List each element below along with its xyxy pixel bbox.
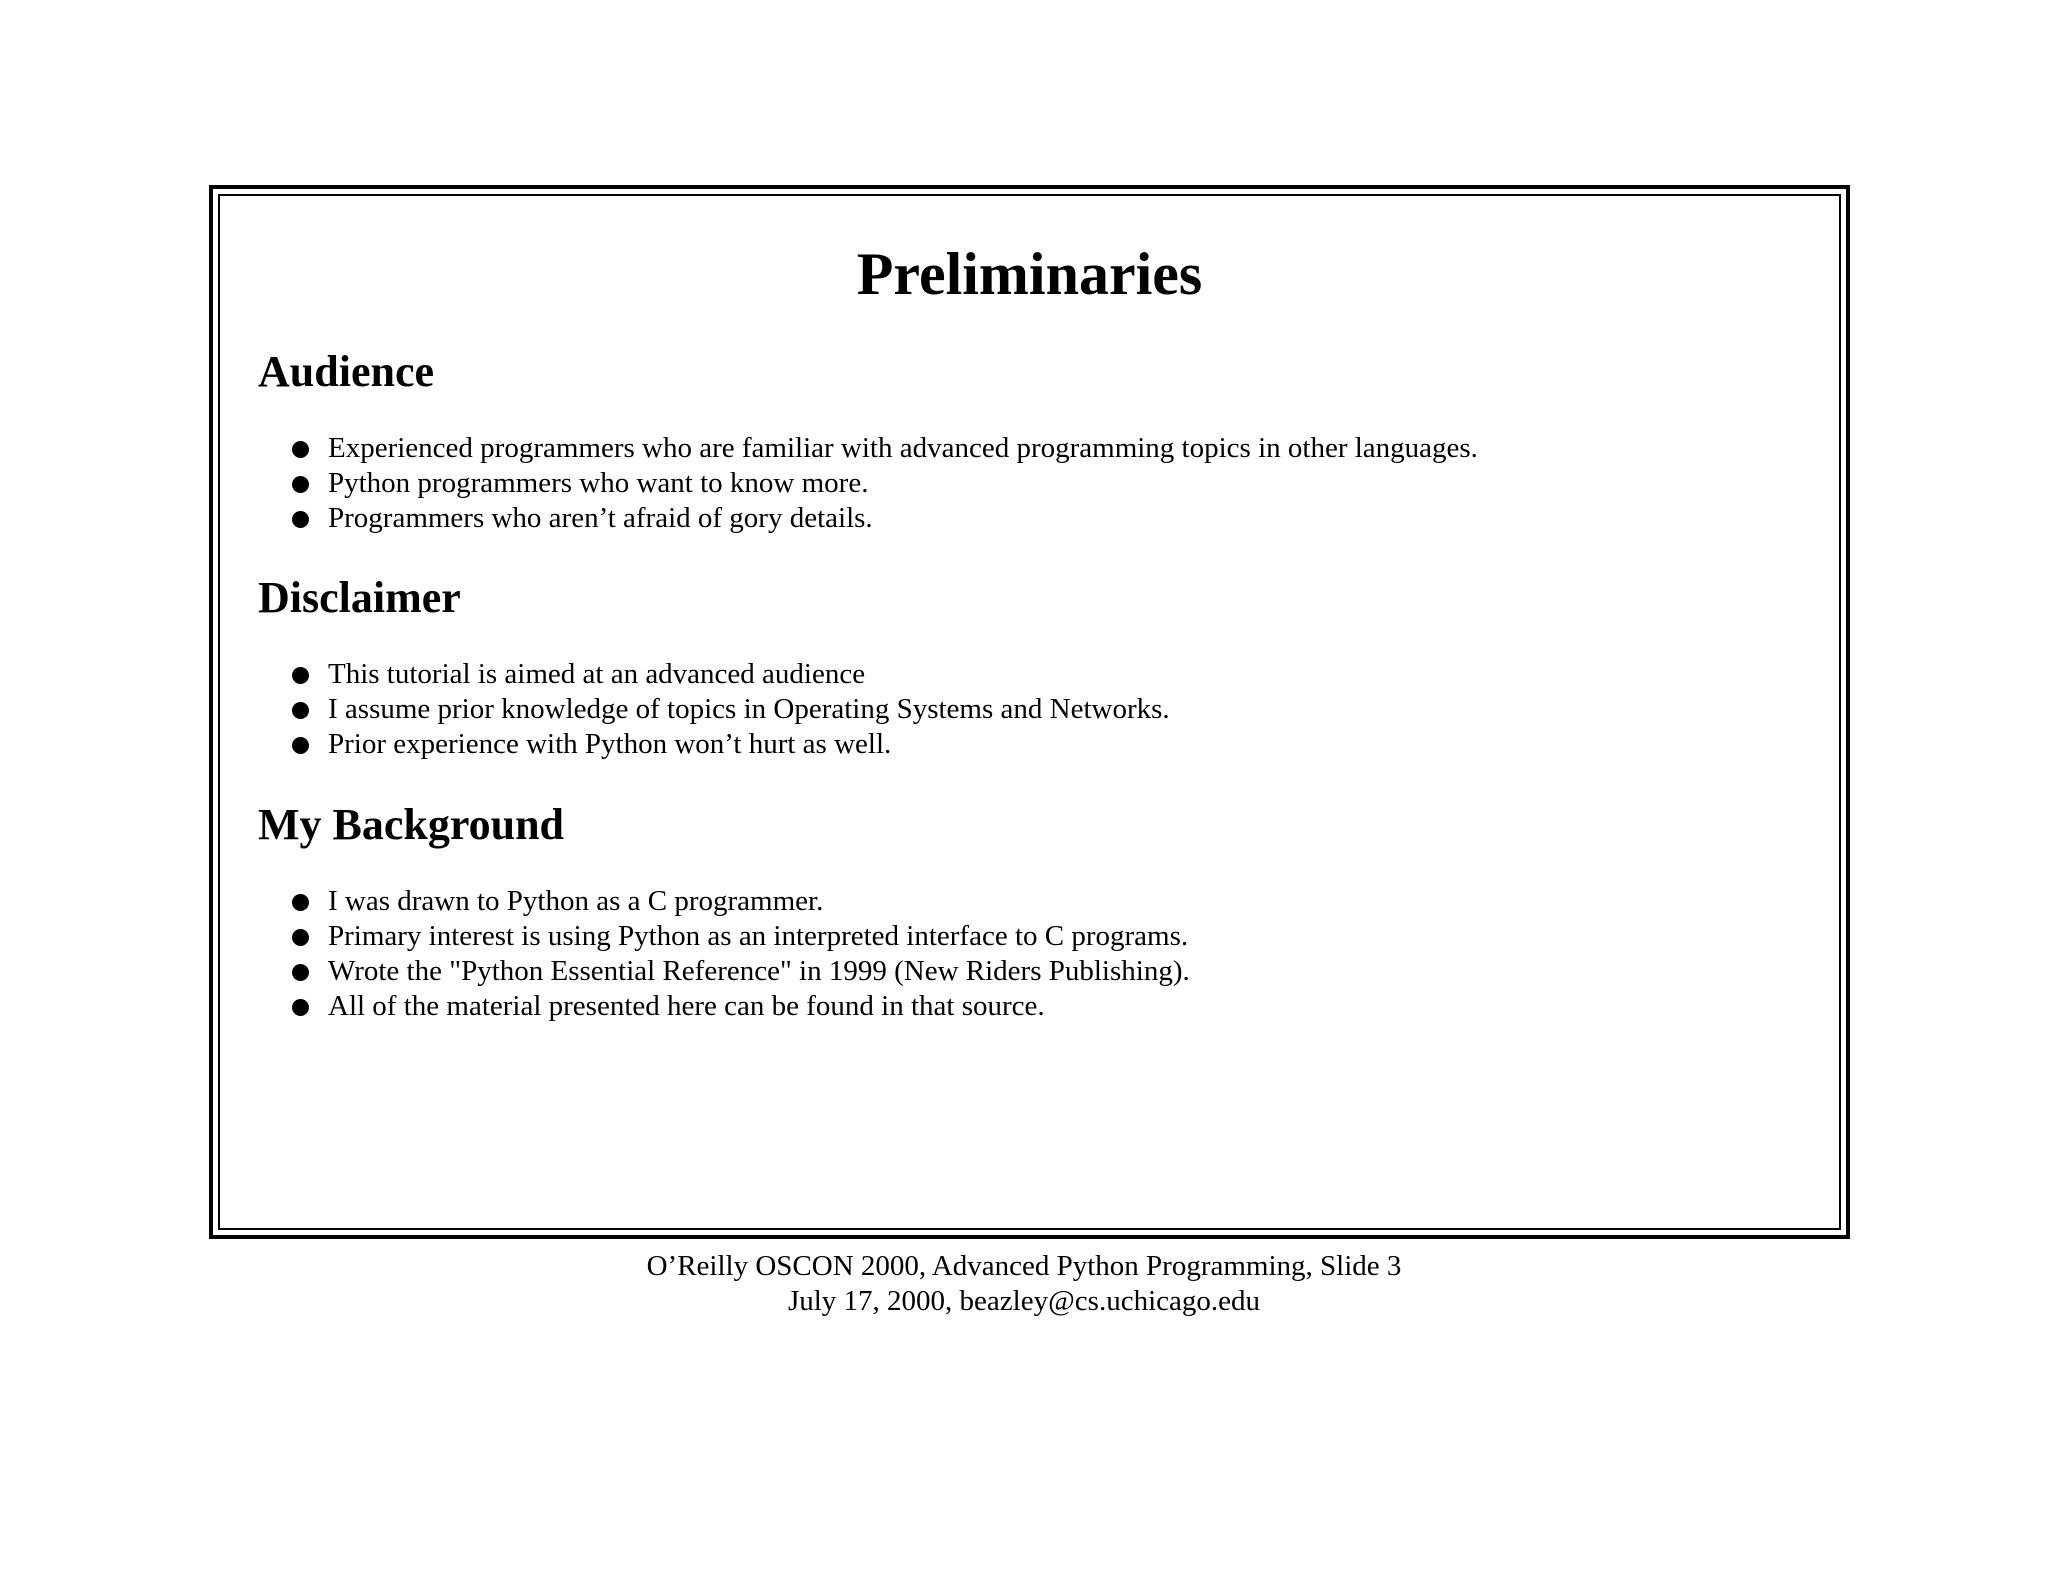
bullet-icon xyxy=(292,511,309,528)
list-item xyxy=(328,727,1801,762)
list-item xyxy=(328,692,1801,727)
bullet-icon xyxy=(292,929,309,946)
list-item-text: All of the material presented here can be found in that source. xyxy=(328,990,1045,1022)
list-item xyxy=(328,431,1801,466)
slide-title: Preliminaries xyxy=(856,241,1203,307)
list-item-text: This tutorial is aimed at an advanced audience xyxy=(328,658,866,690)
bullet-icon xyxy=(292,894,309,911)
bullet-list-disclaimer xyxy=(258,657,1801,762)
list-item xyxy=(328,657,1801,692)
list-item-text: Prior experience with Python won’t hurt as well. xyxy=(328,728,892,760)
slide-inner-border xyxy=(218,194,1841,1230)
list-item-text: Wrote the "Python Essential Reference" in 1999 (New Riders Publishing). xyxy=(328,955,1190,987)
bullet-list-audience xyxy=(258,431,1801,536)
list-item xyxy=(328,954,1801,989)
list-item xyxy=(328,919,1801,954)
list-item-text: I assume prior knowledge of topics in Operating Systems and Networks. xyxy=(328,693,1170,725)
list-item-text: Experienced programmers who are familiar with advanced programming topics in other languages. xyxy=(328,432,1478,464)
list-item xyxy=(328,501,1801,536)
list-item xyxy=(328,466,1801,501)
bullet-icon xyxy=(292,964,309,981)
list-item-text: Programmers who aren’t afraid of gory details. xyxy=(328,502,873,534)
bullet-list-my-background xyxy=(258,884,1801,1024)
bullet-icon xyxy=(292,999,309,1016)
list-item-text: Python programmers who want to know more. xyxy=(328,467,869,499)
bullet-icon xyxy=(292,667,309,684)
bullet-icon xyxy=(292,737,309,754)
footer-line-2: July 17, 2000, beazley@cs.uchicago.edu xyxy=(787,1285,1261,1317)
section-disclaimer xyxy=(258,572,1801,762)
list-item xyxy=(328,989,1801,1024)
bullet-icon xyxy=(292,702,309,719)
section-heading-my-background: My Background xyxy=(258,800,565,849)
list-item-text: I was drawn to Python as a C programmer. xyxy=(328,885,824,917)
list-item xyxy=(328,884,1801,919)
section-audience xyxy=(258,346,1801,536)
section-heading-disclaimer: Disclaimer xyxy=(258,573,461,622)
footer-line-1: O’Reilly OSCON 2000, Advanced Python Programming, Slide 3 xyxy=(646,1250,1402,1282)
section-my-background xyxy=(258,799,1801,1024)
bullet-icon xyxy=(292,441,309,458)
list-item-text: Primary interest is using Python as an interpreted interface to C programs. xyxy=(328,920,1189,952)
slide-frame xyxy=(209,185,1850,1239)
slide-footer xyxy=(0,1249,2048,1319)
bullet-icon xyxy=(292,476,309,493)
section-heading-audience: Audience xyxy=(258,347,434,396)
